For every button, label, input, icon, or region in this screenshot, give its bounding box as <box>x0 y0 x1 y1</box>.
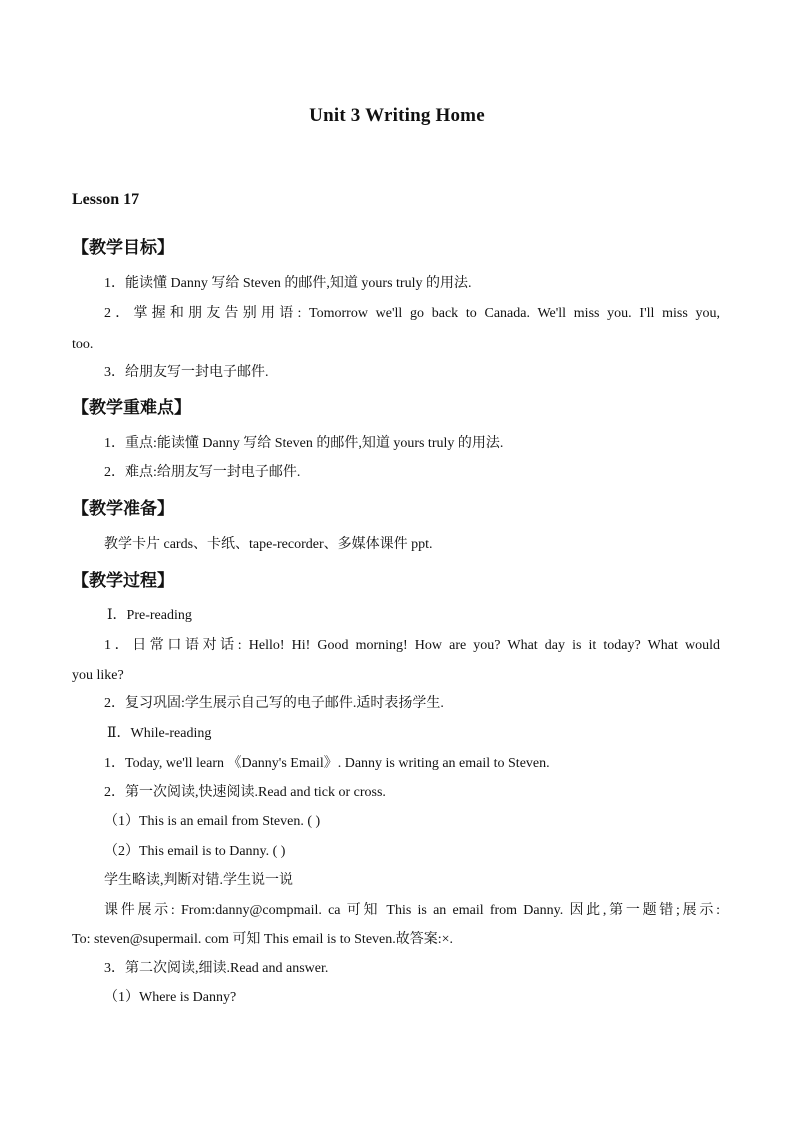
keypoint-item-1: 1．重点:能读懂 Danny 写给 Steven 的邮件,知道 yours truly 的用法. <box>104 436 504 451</box>
document-title: Unit 3 Writing Home <box>309 105 485 126</box>
process-item-2: 2．复习巩固:学生展示自己写的电子邮件.适时表扬学生. <box>104 696 444 711</box>
process-item-while-reading: Ⅱ．While-reading <box>107 726 212 741</box>
process-item-1-continued: you like? <box>72 668 124 683</box>
process-note-courseware-continued: To: steven@supermail. com 可知 This email is to Steven.故答案:×. <box>72 932 454 947</box>
process-item-pre-reading: Ⅰ．Pre-reading <box>107 608 192 623</box>
section-heading-process: 【教学过程】 <box>72 571 174 590</box>
prep-item-1: 教学卡片 cards、卡纸、tape-recorder、多媒体课件 ppt. <box>104 537 433 552</box>
goal-item-3: 3．给朋友写一封电子邮件. <box>104 365 269 380</box>
goal-item-2: 2．掌握和朋友告别用语: Tomorrow we'll go back to Canada. We'll miss you. I'll miss you, <box>104 306 720 321</box>
goal-item-2-continued: too. <box>72 337 94 352</box>
question-item-1: （1）This is an email from Steven. ( ) <box>104 814 321 829</box>
section-heading-prep: 【教学准备】 <box>72 499 174 518</box>
keypoint-item-2: 2．难点:给朋友写一封电子邮件. <box>104 465 301 480</box>
process-item-while-2: 2．第一次阅读,快速阅读.Read and tick or cross. <box>104 785 386 800</box>
process-note-courseware: 课件展示: From:danny@compmail. ca 可知 This is an email from Danny. 因此,第一题错;展示: <box>104 903 720 918</box>
section-heading-goals: 【教学目标】 <box>72 238 174 257</box>
process-item-while-1: 1．Today, we'll learn 《Danny's Email》. Danny is writing an email to Steven. <box>104 756 550 771</box>
question-where-is-danny: （1）Where is Danny? <box>104 990 237 1005</box>
lesson-heading: Lesson 17 <box>72 191 140 208</box>
process-item-while-3: 3．第二次阅读,细读.Read and answer. <box>104 961 329 976</box>
process-item-1: 1．日常口语对话: Hello! Hi! Good morning! How are you? What day is it today? What would <box>104 638 720 653</box>
section-heading-keypoints: 【教学重难点】 <box>72 398 191 417</box>
goal-item-1: 1．能读懂 Danny 写给 Steven 的邮件,知道 yours truly 的用法. <box>104 276 472 291</box>
question-item-2: （2）This email is to Danny. ( ) <box>104 844 286 859</box>
process-note-students: 学生略读,判断对错.学生说一说 <box>104 873 293 888</box>
